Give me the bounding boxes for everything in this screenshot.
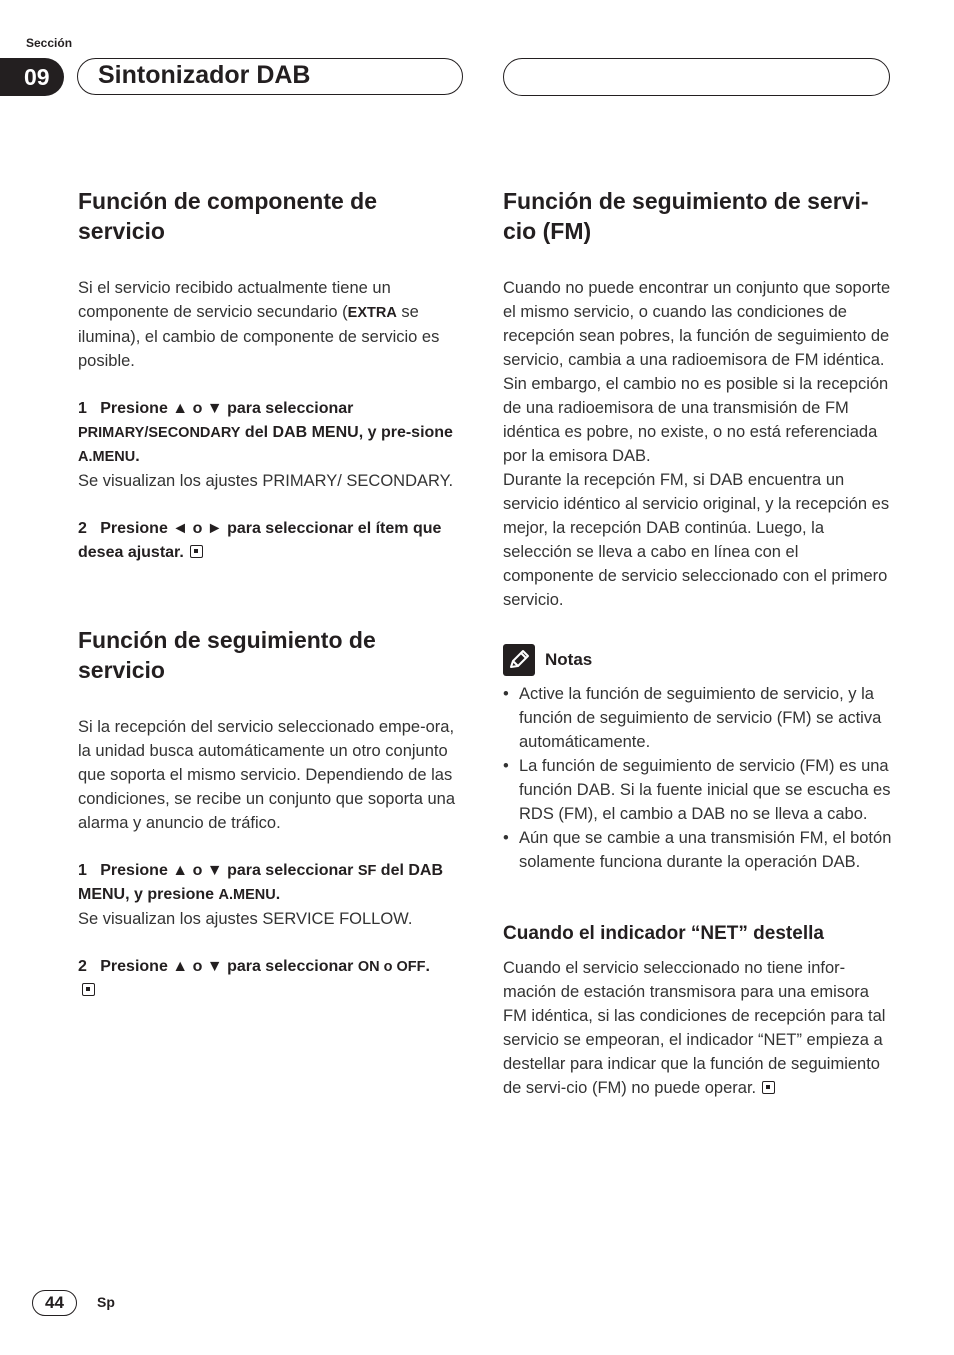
text-fragment: del bbox=[240, 424, 273, 441]
text-fragment: Presione ▲ o ▼ para seleccionar bbox=[100, 400, 354, 417]
paragraph-net bbox=[503, 956, 893, 1100]
step-1-sf bbox=[78, 859, 460, 907]
display-term: ON bbox=[357, 959, 380, 975]
chapter-title-box bbox=[77, 58, 463, 95]
text-fragment: Si el servicio recibido actualmente tiene un componente de servicio secundario ( bbox=[78, 279, 391, 321]
text-fragment: o bbox=[379, 959, 397, 975]
text-fragment: , y presione bbox=[125, 886, 219, 903]
notes-label: Notas bbox=[545, 650, 593, 669]
notes-list bbox=[503, 682, 893, 874]
text-fragment: . bbox=[275, 886, 281, 903]
step-number: 2 bbox=[78, 958, 87, 975]
end-mark-icon bbox=[82, 983, 95, 996]
amenu-button-term: A.MENU bbox=[218, 887, 276, 903]
step-number: 1 bbox=[78, 400, 87, 417]
text-fragment: se ilumina), el cambio de componente de servicio es posible. bbox=[78, 303, 440, 370]
step-number: 1 bbox=[78, 862, 87, 879]
heading-seguimiento-servicio: Función de seguimiento de servicio bbox=[78, 627, 376, 683]
text-fragment: , y pre-sione bbox=[358, 424, 453, 441]
language-code: Sp bbox=[97, 1294, 115, 1310]
note-item: • Aún que se cambie a una transmisión FM, el botón solamente funciona durante la operación DAB. bbox=[503, 826, 893, 874]
end-mark-icon bbox=[190, 545, 203, 558]
display-term: OFF bbox=[396, 959, 426, 975]
step-1-primary-secondary bbox=[78, 397, 460, 469]
step-1-result: Se visualizan los ajustes PRIMARY/ SECONDARY. bbox=[78, 472, 454, 490]
right-column bbox=[503, 186, 893, 1100]
text-fragment: Presione ▲ o ▼ para seleccionar bbox=[100, 958, 358, 975]
extra-indicator: EXTRA bbox=[347, 305, 397, 321]
step-1-result: Se visualizan los ajustes SERVICE FOLLOW. bbox=[78, 910, 413, 928]
note-item: • Active la función de seguimiento de servicio, y la función de seguimiento de servicio (FM) se activa automáticamente. bbox=[503, 682, 893, 754]
heading-net-destella: Cuando el indicador “NET” destella bbox=[503, 923, 824, 944]
text-fragment: del bbox=[376, 862, 409, 879]
paragraph-fm-2: Durante la recepción FM, si DAB encuentra un servicio idéntico al servicio original, y la recepción es mejor, la recepción DAB continúa. Luego, la selección se lleva a cabo en línea con el componente de servicio seleccionado con el primero servicio. bbox=[503, 471, 890, 609]
display-term: SF bbox=[357, 863, 377, 879]
text-fragment: . bbox=[135, 448, 140, 465]
left-column bbox=[78, 186, 460, 1003]
section-label: Sección bbox=[26, 36, 73, 50]
page-number: 44 bbox=[32, 1290, 77, 1316]
note-item: • La función de seguimiento de servicio (FM) es una función DAB. Si la fuente inicial que se escucha es RDS (FM), el cambio a DAB no se lleva a cabo. bbox=[503, 754, 893, 826]
menu-term: DAB MENU bbox=[272, 424, 359, 441]
chapter-title: Sintonizador DAB bbox=[98, 61, 311, 89]
text-fragment: . bbox=[425, 958, 430, 975]
text-fragment: Cuando el servicio seleccionado no tiene infor-mación de estación transmisora para una emisora FM idéntica, si las condiciones de recepción para tal servicio se empeoran, el indicador “NET” empieza a destellar para indicar que la función de seguimiento de servi-cio (FM) no puede operar. bbox=[503, 959, 886, 1097]
display-term: PRIMARY/SECONDARY bbox=[78, 425, 241, 441]
text-fragment: Presione ▲ o ▼ para seleccionar bbox=[100, 862, 358, 879]
text-fragment: Presione ◄ o ► para seleccionar el ítem que desea ajustar. bbox=[78, 520, 442, 561]
section-number-badge: 09 bbox=[0, 58, 64, 96]
heading-seguimiento-fm: Función de seguimiento de servi-cio (FM) bbox=[503, 188, 869, 244]
paragraph-fm-1: Cuando no puede encontrar un conjunto que soporte el mismo servicio, o cuando las condiciones de recepción sean pobres, la función de seguimiento de servicio, cambia a una radioemisora de FM idéntica. Sin embargo, el cambio no es posible si la recepción de una radioemisora de una transmisión de FM idéntica es pobre, no existe, o no está referenciada por la emisora DAB. bbox=[503, 279, 891, 465]
header-empty-box bbox=[503, 58, 890, 96]
amenu-button-term: A.MENU bbox=[78, 449, 136, 465]
notes-header bbox=[503, 644, 893, 676]
paragraph-componente-intro bbox=[78, 276, 460, 373]
menu-term: DAB MENU bbox=[78, 862, 444, 903]
step-number: 2 bbox=[78, 520, 87, 537]
pencil-note-icon bbox=[503, 644, 535, 676]
heading-componente-servicio: Función de componente de servicio bbox=[78, 188, 378, 244]
step-2-select-item bbox=[78, 517, 460, 565]
end-mark-icon bbox=[762, 1081, 775, 1094]
paragraph-seguimiento-intro: Si la recepción del servicio seleccionado empe-ora, la unidad busca automáticamente un otro conjunto que soporta el mismo servicio. Dependiendo de las condiciones, se recibe un conjunto que soporta una alarma y anuncio de tráfico. bbox=[78, 718, 456, 832]
step-2-on-off bbox=[78, 955, 460, 1003]
